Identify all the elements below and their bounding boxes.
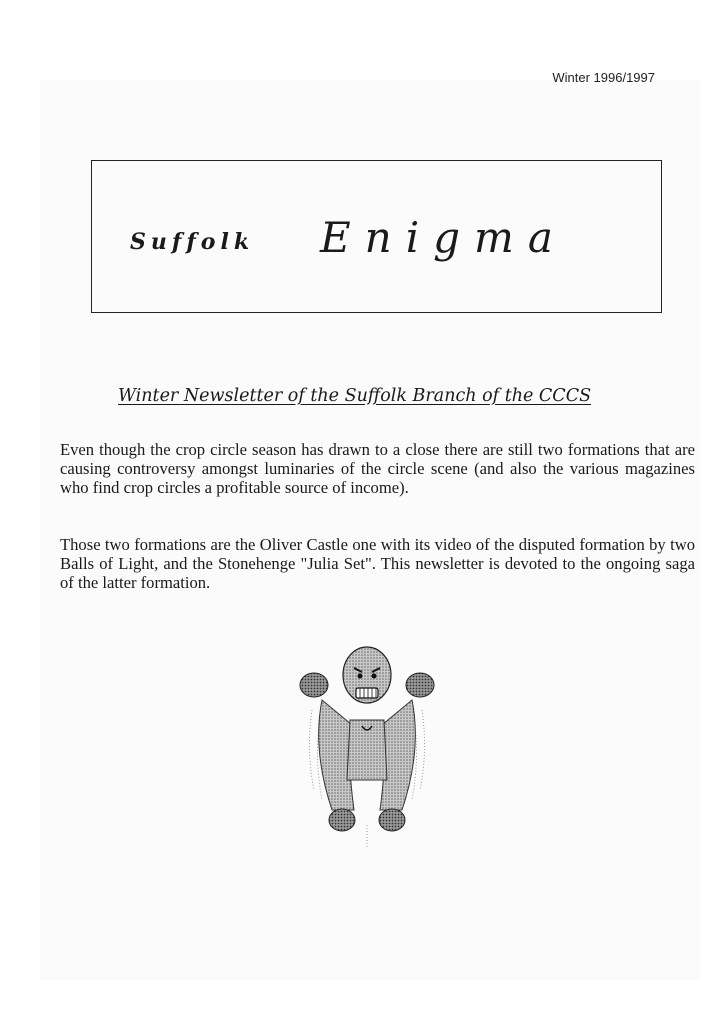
- newsletter-subtitle: Winter Newsletter of the Suffolk Branch of the CCCS: [118, 386, 592, 406]
- masthead-title-enigma: Enigma: [320, 213, 567, 262]
- intro-paragraph: Even though the crop circle season has drawn to a close there are still two formations that are causing controversy amongst luminaries of the circle scene (and also the various magazines who find crop circles a profitable source of income).: [60, 440, 695, 497]
- masthead-box: [91, 160, 662, 313]
- masthead-title-suffolk: Suffolk: [130, 229, 255, 255]
- formations-paragraph: Those two formations are the Oliver Castle one with its video of the disputed formation by two Balls of Light, and the Stonehenge "Julia Set". This newsletter is devoted to the ongoing saga of the latter formation.: [60, 535, 695, 592]
- frustrated-cartoon-figure-icon: [292, 630, 442, 850]
- issue-date: Winter 1996/1997: [552, 70, 655, 85]
